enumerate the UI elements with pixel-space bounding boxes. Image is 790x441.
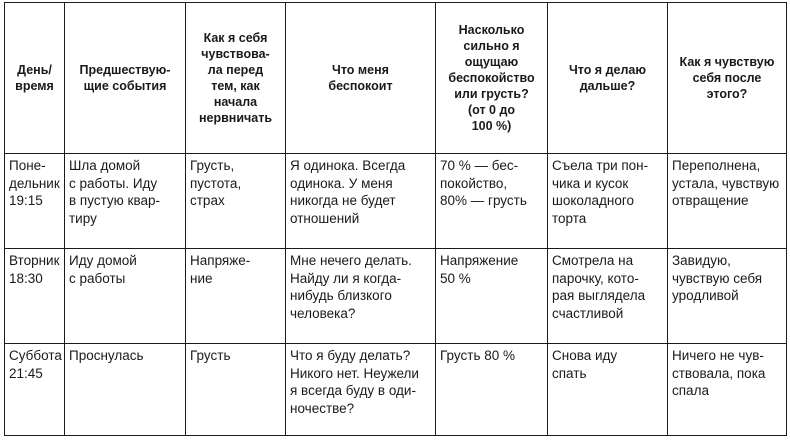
header-worry: Что меня беспокоит <box>286 3 436 154</box>
cell-worry: Мне нечего делать. Найду ли я когда- нибудь близкого человека? <box>286 249 436 344</box>
cell-next-action: Снова иду спать <box>548 344 668 436</box>
cell-next-action: Съела три пон- чика и кусок шоколадного торта <box>548 154 668 249</box>
cell-feeling-before: Грусть, пустота, страх <box>186 154 286 249</box>
cell-preceding-events: Иду домой с работы <box>65 249 186 344</box>
table-row <box>5 344 787 436</box>
header-feeling-before: Как я себя чувствова- ла перед тем, как начала нервничать <box>186 3 286 154</box>
cell-day-time: Вторник 18:30 <box>5 249 65 344</box>
anxiety-diary-table <box>4 2 787 436</box>
table-row <box>5 154 787 249</box>
header-preceding-events: Предшествую- щие события <box>65 3 186 154</box>
header-feeling-after: Как я чувствую себя после этого? <box>668 3 787 154</box>
cell-preceding-events: Шла домой с работы. Иду в пустую квар- тиру <box>65 154 186 249</box>
cell-feeling-before: Напряже- ние <box>186 249 286 344</box>
cell-day-time: Поне- дельник 19:15 <box>5 154 65 249</box>
table-row <box>5 249 787 344</box>
header-day-time: День/ время <box>5 3 65 154</box>
cell-worry: Что я буду делать? Никого нет. Неужели я всегда буду в оди- ночестве? <box>286 344 436 436</box>
cell-worry: Я одинока. Всегда одинока. У меня никогда не будет отношений <box>286 154 436 249</box>
cell-intensity: 70 % — бес- покойство, 80% — грусть <box>436 154 548 249</box>
cell-next-action: Смотрела на парочку, кото- рая выглядела счастливой <box>548 249 668 344</box>
cell-day-time: Суббота 21:45 <box>5 344 65 436</box>
table-container <box>4 2 787 436</box>
header-intensity: Насколько сильно я ощущаю беспокойство или грусть? (от 0 до 100 %) <box>436 3 548 154</box>
cell-feeling-before: Грусть <box>186 344 286 436</box>
header-next-action: Что я делаю дальше? <box>548 3 668 154</box>
cell-feeling-after: Ничего не чув- ствовала, пока спала <box>668 344 787 436</box>
cell-intensity: Напряжение 50 % <box>436 249 548 344</box>
cell-intensity: Грусть 80 % <box>436 344 548 436</box>
cell-feeling-after: Завидую, чувствую себя уродливой <box>668 249 787 344</box>
header-row <box>5 3 787 154</box>
cell-preceding-events: Проснулась <box>65 344 186 436</box>
cell-feeling-after: Переполнена, устала, чувствую отвращение <box>668 154 787 249</box>
